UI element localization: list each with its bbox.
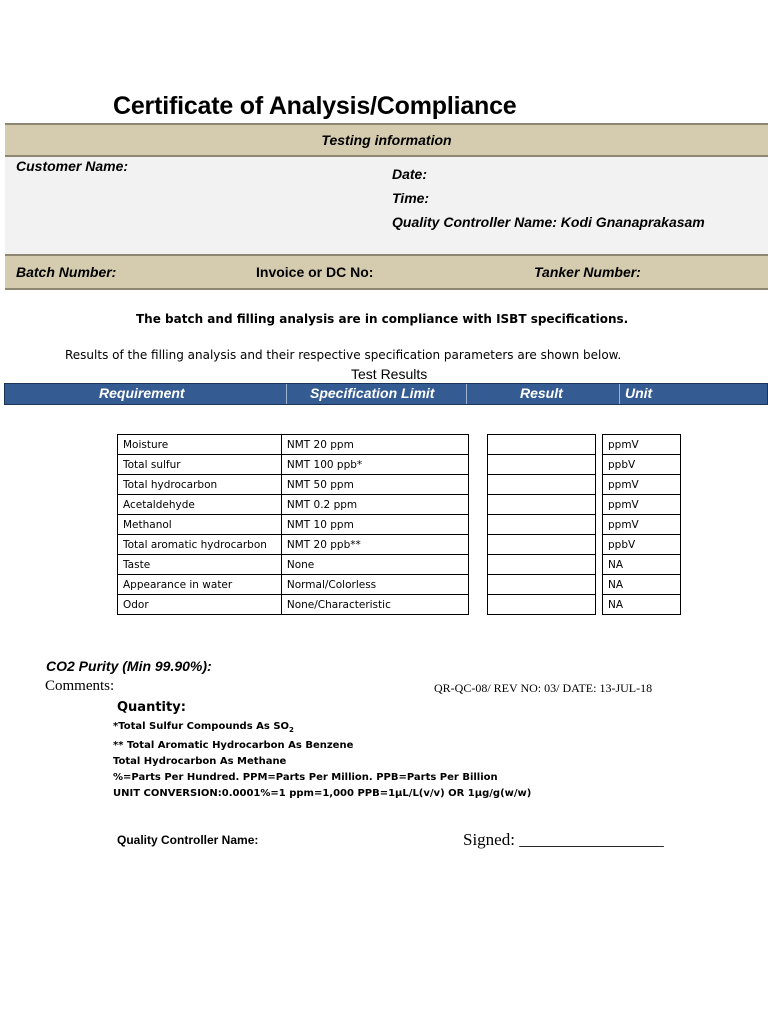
batch-info-band (5, 254, 768, 290)
requirement-cell: Total hydrocarbon (118, 475, 282, 495)
table-row (603, 515, 681, 535)
co2-purity-label: CO2 Purity (Min 99.90%): (46, 658, 212, 674)
testing-info-header (5, 123, 768, 157)
requirement-cell: Moisture (118, 435, 282, 455)
requirement-cell: Appearance in water (118, 575, 282, 595)
table-row (118, 435, 469, 455)
table-row (603, 535, 681, 555)
table-row (118, 595, 469, 615)
result-cell[interactable] (488, 455, 596, 475)
table-row (118, 515, 469, 535)
header-divider (286, 384, 287, 404)
table-row (488, 515, 596, 535)
header-requirement: Requirement (99, 385, 185, 401)
unit-cell: ppbV (603, 535, 681, 555)
requirement-cell: Methanol (118, 515, 282, 535)
requirement-cell: Total sulfur (118, 455, 282, 475)
header-result: Result (520, 385, 563, 401)
spec-cell: NMT 100 ppb* (281, 455, 468, 475)
table-row (603, 495, 681, 515)
requirements-table (117, 434, 469, 615)
unit-cell: ppmV (603, 435, 681, 455)
table-row (118, 575, 469, 595)
spec-cell: NMT 10 ppm (281, 515, 468, 535)
requirement-cell: Taste (118, 555, 282, 575)
time-label: Time: (392, 190, 430, 206)
table-row (603, 475, 681, 495)
table-row (488, 475, 596, 495)
unit-cell: ppmV (603, 515, 681, 535)
note-sulfur (113, 719, 531, 738)
table-row (488, 575, 596, 595)
result-cell[interactable] (488, 535, 596, 555)
unit-table (602, 434, 681, 615)
result-cell[interactable] (488, 555, 596, 575)
unit-cell: ppmV (603, 495, 681, 515)
note-aromatic: ** Total Aromatic Hydrocarbon As Benzene (113, 740, 354, 751)
table-row (488, 555, 596, 575)
spec-cell: None/Characteristic (281, 595, 468, 615)
customer-name-label: Customer Name: (16, 158, 129, 174)
table-row (118, 455, 469, 475)
requirement-cell: Total aromatic hydrocarbon (118, 535, 282, 555)
signature-line[interactable]: Signed: _________________ (463, 830, 664, 849)
qc-name-label: Quality Controller Name: (117, 833, 259, 847)
result-cell[interactable] (488, 575, 596, 595)
result-entry-table (487, 434, 596, 615)
table-row (603, 555, 681, 575)
results-header-band (4, 383, 768, 405)
note-units: %=Parts Per Hundred. PPM=Parts Per Million. PPB=Parts Per Billion (113, 772, 498, 783)
unit-cell: NA (603, 555, 681, 575)
table-row (488, 535, 596, 555)
spec-cell: NMT 0.2 ppm (281, 495, 468, 515)
requirement-cell: Odor (118, 595, 282, 615)
page-title: Certificate of Analysis/Compliance (113, 92, 517, 120)
spec-cell: NMT 50 ppm (281, 475, 468, 495)
table-row (118, 495, 469, 515)
unit-cell: ppbV (603, 455, 681, 475)
table-row (118, 555, 469, 575)
invoice-label: Invoice or DC No: (256, 264, 374, 280)
spec-cell: NMT 20 ppm (281, 435, 468, 455)
footnotes (113, 719, 531, 802)
note-sulfur-text: *Total Sulfur Compounds As SO (113, 721, 290, 732)
results-intro: Results of the filling analysis and their respective specification parameters are shown below. (65, 348, 622, 362)
result-cell[interactable] (488, 515, 596, 535)
spec-cell: None (281, 555, 468, 575)
unit-cell: NA (603, 575, 681, 595)
revision-code: QR-QC-08/ REV NO: 03/ DATE: 13-JUL-18 (434, 681, 653, 695)
compliance-statement: The batch and filling analysis are in compliance with ISBT specifications. (136, 312, 629, 326)
quantity-label: Quantity: (117, 700, 186, 715)
result-cell[interactable] (488, 475, 596, 495)
table-row (603, 575, 681, 595)
table-row (488, 455, 596, 475)
note-hydrocarbon: Total Hydrocarbon As Methane (113, 756, 287, 767)
unit-cell: ppmV (603, 475, 681, 495)
table-row (118, 535, 469, 555)
table-row (488, 595, 596, 615)
result-cell[interactable] (488, 495, 596, 515)
result-cell[interactable] (488, 595, 596, 615)
test-results-caption: Test Results (351, 366, 428, 382)
header-divider (619, 384, 620, 404)
result-cell[interactable] (488, 435, 596, 455)
spec-cell: Normal/Colorless (281, 575, 468, 595)
note-sulfur-subscript: 2 (289, 726, 294, 734)
table-row (118, 475, 469, 495)
note-conversion: UNIT CONVERSION:0.0001%=1 ppm=1,000 PPB=1µL/L(v/v) OR 1µg/g(w/w) (113, 788, 532, 799)
testing-info-header-label: Testing information (321, 132, 452, 148)
header-divider (466, 384, 467, 404)
requirement-cell: Acetaldehyde (118, 495, 282, 515)
table-row (488, 495, 596, 515)
tanker-number-label: Tanker Number: (534, 264, 641, 280)
spec-cell: NMT 20 ppb** (281, 535, 468, 555)
table-row (603, 595, 681, 615)
quality-controller-name: Quality Controller Name: Kodi Gnanaprakasam (392, 214, 705, 230)
header-specification-limit: Specification Limit (310, 385, 435, 401)
table-row (488, 435, 596, 455)
comments-label: Comments: (45, 678, 115, 694)
date-label: Date: (392, 166, 428, 182)
table-row (603, 435, 681, 455)
unit-cell: NA (603, 595, 681, 615)
batch-number-label: Batch Number: (16, 264, 117, 280)
header-unit: Unit (625, 385, 653, 401)
table-row (603, 455, 681, 475)
